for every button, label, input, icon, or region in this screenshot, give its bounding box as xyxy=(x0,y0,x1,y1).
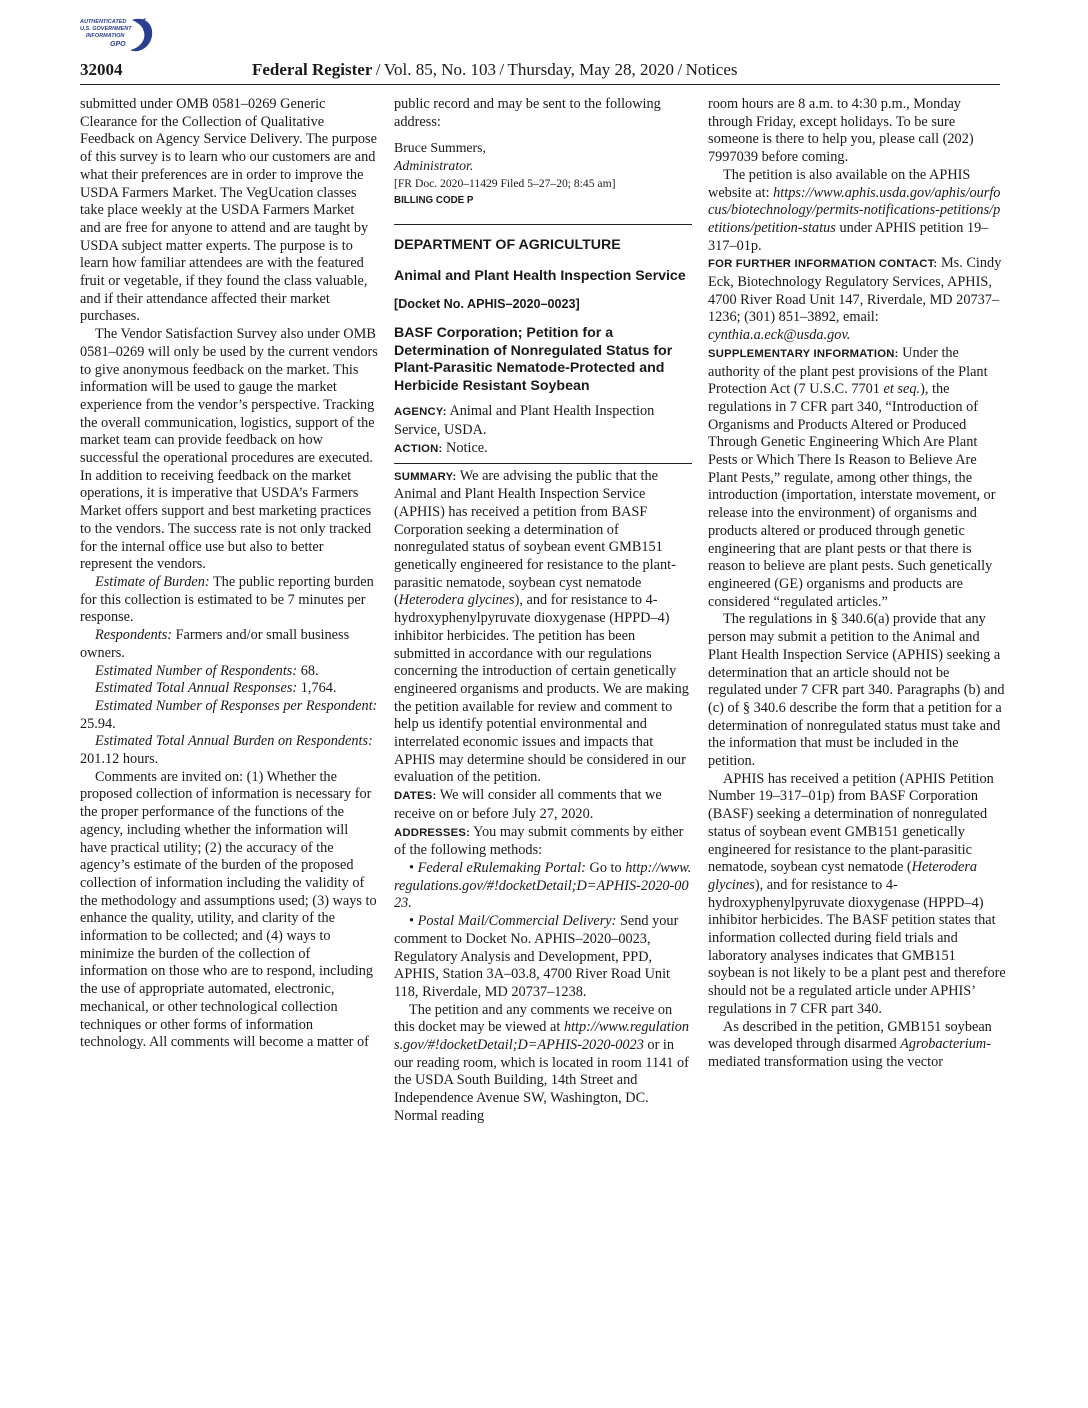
num-respondents-paragraph xyxy=(80,663,378,681)
total-burden-label: Estimated Total Annual Burden on Respondents: xyxy=(95,733,373,750)
total-burden-paragraph xyxy=(80,733,378,768)
col2-continuation: public record and may be sent to the following address: xyxy=(394,96,661,130)
docket-number: [Docket No. APHIS–2020–0023] xyxy=(394,296,580,311)
annual-responses-label: Estimated Total Annual Responses: xyxy=(95,680,298,697)
addresses-label: ADDRESSES: xyxy=(394,826,471,839)
supplementary-text-b: ), the regulations in 7 CFR part 340, “Introduction of Organisms and Products Altered or Produced Through Genetic Engineering Which Are Plant Pests or Which There Is Reason to Believe Are Plant Pests,” regulate, among other things, the introduction (importation, interstate movement, or release into the environment) of organisms and products altered or produced through genetic engineering that are plant pests or that there is reason to believe are plant pests. Such genetically engineered (GE) organisms and products are considered “regulated articles.” xyxy=(708,381,996,610)
erulemaking-text: Go to xyxy=(585,860,626,876)
fr-doc-line: [FR Doc. 2020–11429 Filed 5–27–20; 8:45 am] xyxy=(394,176,616,190)
supplementary-paragraph xyxy=(708,345,1006,612)
header-volume: Vol. 85, No. 103 xyxy=(383,60,496,79)
header-publication: Federal Register xyxy=(252,60,373,79)
col1-paragraph-1: submitted under OMB 0581–0269 Generic Clearance for the Collection of Qualitative Feedback on Agency Service Delivery. The purpose of this survey is to learn who our customers are and what their preferences are in order to improve the USDA Farmers Market. The VegUcation classes take place weekly at the USDA Farmers Market and are free for anyone to attend and are taught by USDA subject matter experts. The purpose is to learn how familiar attendees are with the featured fruit or vegetable, if they found the class valuable, and if their attendance affected their market purchases. xyxy=(80,96,377,325)
page-number: 32004 xyxy=(80,60,123,79)
respondents-label: Respondents: xyxy=(95,627,173,644)
erulemaking-label: Federal eRulemaking Portal: xyxy=(417,860,586,876)
agency-heading: Animal and Plant Health Inspection Service xyxy=(394,268,686,285)
addresses-text: You may submit comments by either of the following methods: xyxy=(394,823,684,859)
agency-line xyxy=(394,403,692,439)
petition-received-text-a: APHIS has received a petition (APHIS Petition Number 19–317–01p) from BASF Corporation (BASF) seeking a determination of nonregulated status of soybean event GMB151 genetically engineered for resistance to the plant-parasitic nematode, soybean cyst nematode ( xyxy=(708,770,994,876)
column-3 xyxy=(708,96,1006,1072)
supplementary-et-seq: et seq. xyxy=(883,381,921,398)
responses-per-respondent-paragraph xyxy=(80,698,378,733)
action-divider xyxy=(394,463,692,464)
supplementary-text-a: Under the authority of the plant pest provisions of the Plant Protection Act (7 U.S.C. 7701 xyxy=(708,344,988,398)
annual-responses-paragraph xyxy=(80,680,378,698)
running-header xyxy=(80,60,1000,82)
bullet-postal-mail: • Postal Mail/Commercial Delivery: Send your comment to Docket No. APHIS–2020–0023, Regulatory Analysis and Development, PPD, APHIS, Station 3A–03.8, 4700 River Road Unit 118, Riverdale, MD 20737–1238. xyxy=(394,913,679,1000)
website-paragraph xyxy=(708,167,1006,256)
action-text: Notice. xyxy=(442,439,488,456)
department-heading: DEPARTMENT OF AGRICULTURE xyxy=(394,236,621,253)
burden-label: Estimate of Burden: xyxy=(95,573,210,590)
signer-name: Bruce Summers, xyxy=(394,140,486,156)
responses-per-respondent-label: Estimated Number of Responses per Respondent: xyxy=(95,697,378,714)
document-title: BASF Corporation; Petition for a Determination of Nonregulated Status for Plant-Parasitic Nematode-Protected and Herbicide Resistant Soybean xyxy=(394,325,673,394)
header-title: Federal Register / Vol. 85, No. 103 / Thursday, May 28, 2020 / Notices xyxy=(252,60,738,79)
dates-text: We will consider all comments that we receive on or before July 27, 2020. xyxy=(394,787,662,822)
logo-line-4: GPO xyxy=(110,41,126,48)
viewing-text-a: The petition and any comments we receive on this docket may be viewed at xyxy=(394,1001,673,1036)
petition-received-species: Heterodera glycines xyxy=(708,859,978,893)
website-text-b: under APHIS petition 19–317–01p. xyxy=(708,219,989,254)
erulemaking-link[interactable]: http://www.regulations.gov/#!docketDetail;D=APHIS-2020-0023. xyxy=(394,860,692,912)
summary-text-a: We are advising the public that the Animal and Plant Health Inspection Service (APHIS) has received a petition from BASF Corporation seeking a determination of nonregulated status of soybean event GMB151 genetically engineered for resistance to the plant-parasitic nematode, soybean cyst nematode ( xyxy=(394,467,676,609)
summary-paragraph xyxy=(394,468,692,788)
viewing-link[interactable]: http://www.regulations.gov/#!docketDetail;D=APHIS-2020-0023 xyxy=(394,1019,690,1054)
burden-text: The public reporting burden for this collection is estimated to be 7 minutes per response. xyxy=(80,573,374,626)
summary-text-b: ), and for resistance to 4-hydroxyphenylpyruvate dioxygenase (HPPD–4) inhibitor herbicides. The petition has been submitted in accordance with our regulations concerning the introduction of certain genetically engineered organisms and products. We are making the petition available for review and comment to help us identify potential environmental and interrelated economic issues and impacts that APHIS may determine should be considered in our evaluation of the petition. xyxy=(394,592,689,786)
column-1 xyxy=(80,96,378,1052)
section-divider xyxy=(394,224,692,225)
num-respondents-label: Estimated Number of Respondents: xyxy=(95,662,298,679)
responses-per-respondent-text: 25.94. xyxy=(80,715,116,732)
gpo-authenticated-logo xyxy=(80,14,158,60)
agency-text: Animal and Plant Health Inspection Service, USDA. xyxy=(394,403,655,439)
viewing-paragraph xyxy=(394,1002,692,1126)
annual-responses-text: 1,764. xyxy=(297,680,337,697)
petition-received-paragraph xyxy=(708,771,1006,1019)
agency-label: AGENCY: xyxy=(394,406,447,419)
petition-received-text-b: ), and for resistance to 4-hydroxyphenylpyruvate dioxygenase (HPPD–4) inhibitor herbicides. The BASF petition states that information collected during field trials and laboratory analyses indicates that GMB151 soybean is not likely to be a plant pest and therefore should not be a regulated article under APHIS’ regulations in 7 CFR part 340. xyxy=(708,876,1006,1017)
summary-species: Heterodera glycines xyxy=(398,592,515,609)
dates-label: DATES: xyxy=(394,790,437,803)
website-link[interactable]: https://www.aphis.usda.gov/aphis/ourfocus/biotechnology/permits-notifications-petitions/petitions/petition-status xyxy=(708,184,1001,236)
logo-line-2: U.S. GOVERNMENT xyxy=(80,26,132,32)
contact-label: FOR FURTHER INFORMATION CONTACT: xyxy=(708,258,938,271)
logo-line-3: INFORMATION xyxy=(86,33,125,39)
col1-paragraph-2: The Vendor Satisfaction Survey also under OMB 0581–0269 will only be used by the current vendors to give anonymous feedback on the market. This information will be used to gauge the market experience from the vendor’s perspective. Tracking the overall communication, logistics, support of the market team can provide feedback on how successful the operational procedures are executed. In addition to receiving feedback on the market operations, it is imperative that USDA’s Farmers Market offers support and best marketing practices to the vendors. The success rate is not only tracked for the internal office use but also to better represent the vendors. xyxy=(80,326,378,573)
logo-line-1: AUTHENTICATED xyxy=(80,19,127,25)
contact-text: Ms. Cindy Eck, Biotechnology Regulatory Services, APHIS, 4700 River Road Unit 147, Riverdale, MD 20737–1236; (301) 851–3892, email: xyxy=(708,255,1002,326)
action-label: ACTION: xyxy=(394,442,443,455)
header-section: Notices xyxy=(685,60,738,79)
col3-continuation: room hours are 8 a.m. to 4:30 p.m., Monday through Friday, except holidays. To be sure someone is there to help you, please call (202) 7997039 before coming. xyxy=(708,96,974,166)
website-text-a: The petition is also available on the APHIS website at: xyxy=(708,166,971,201)
contact-email[interactable]: cynthia.a.eck@usda.gov. xyxy=(708,327,851,344)
viewing-text-b: or in our reading room, which is located in room 1141 of the USDA South Building, 14th Street and Independence Avenue SW, Washington, DC. Normal reading xyxy=(394,1037,689,1124)
development-text-b: -mediated transformation using the vector xyxy=(708,1036,991,1070)
postal-mail-label: Postal Mail/Commercial Delivery: xyxy=(417,913,617,930)
signer-title xyxy=(394,157,692,175)
column-2 xyxy=(394,96,692,1126)
num-respondents-text: 68. xyxy=(297,662,319,679)
total-burden-text: 201.12 hours. xyxy=(80,751,159,768)
postal-mail-text: Send your comment to Docket No. APHIS–2020–0023, Regulatory Analysis and Development, PPD, APHIS, Station 3A–03.8, 4700 River Road Unit 118, Riverdale, MD 20737–1238. xyxy=(394,913,679,1000)
development-text-a: As described in the petition, GMB151 soybean was developed through disarmed xyxy=(708,1018,992,1053)
summary-label: SUMMARY: xyxy=(394,470,457,483)
billing-code: BILLING CODE P xyxy=(394,194,474,206)
action-line xyxy=(394,440,692,459)
respondents-paragraph xyxy=(80,627,378,662)
comments-paragraph: Comments are invited on: (1) Whether the proposed collection of information is necessary for the proper performance of the functions of the agency, including whether the information will have practical utility; (2) the accuracy of the agency’s estimate of the burden of the proposed collection of information including the validity of the methodology and assumptions used; (3) ways to enhance the quality, utility, and clarity of the information to be collected; and (4) ways to minimize the burden of the collection of information on those who are to respond, including the use of appropriate automated, electronic, mechanical, or other technological collection techniques or other forms of information technology. All comments will become a matter of xyxy=(80,768,377,1051)
header-date: Thursday, May 28, 2020 xyxy=(507,60,675,79)
dates-paragraph xyxy=(394,787,692,823)
signer-title-text: Administrator. xyxy=(394,158,474,174)
supplementary-label: SUPPLEMENTARY INFORMATION: xyxy=(708,347,899,360)
burden-paragraph xyxy=(80,574,378,627)
header-rule xyxy=(80,84,1000,85)
addresses-paragraph xyxy=(394,824,692,860)
respondents-text: Farmers and/or small business owners. xyxy=(80,627,350,661)
bullet-erulemaking: • Federal eRulemaking Portal: Go to http://www.regulations.gov/#!docketDetail;D=APHIS-2020-0023. xyxy=(394,860,692,912)
contact-paragraph xyxy=(708,255,1006,345)
regulations-paragraph: The regulations in § 340.6(a) provide that any person may submit a petition to the Animal and Plant Health Inspection Service (APHIS) seeking a determination that an article should not be regulated under 7 CFR part 340. Paragraphs (b) and (c) of § 340.6 describe the form that a petition for a determination of nonregulated status must take and the information that must be included in the petition. xyxy=(708,611,1005,770)
development-agrobacterium: Agrobacterium xyxy=(900,1036,987,1053)
development-paragraph xyxy=(708,1019,1006,1072)
